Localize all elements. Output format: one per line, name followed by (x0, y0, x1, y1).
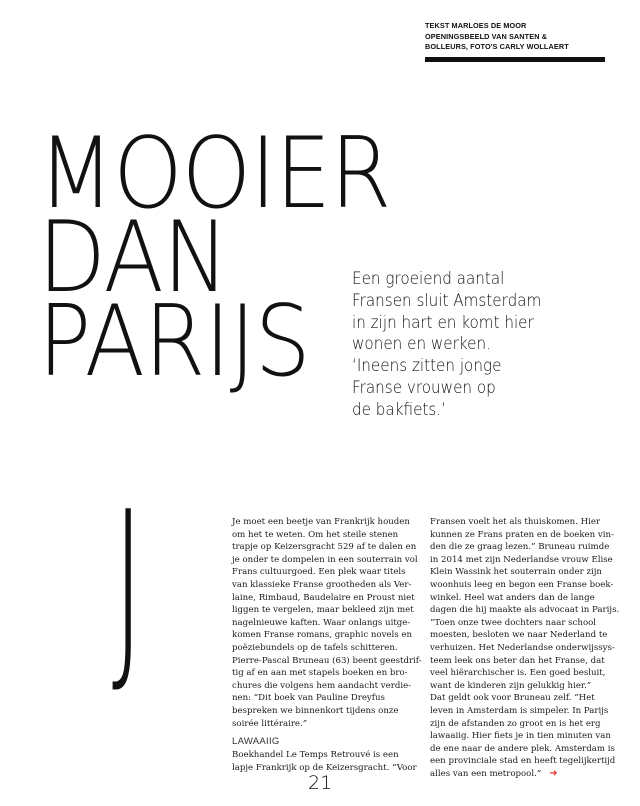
arrow-right-icon: ➜ (549, 767, 558, 779)
title-line: DAN (38, 201, 228, 315)
body-line-last (430, 768, 610, 781)
article-intro (352, 268, 564, 421)
title-line: PARIJS (38, 285, 310, 399)
body-line: nagelnieuwe kaften. Waar onlangs uitge- (232, 617, 411, 628)
credits-line: TEKST MARLOES DE MOOR (425, 21, 527, 30)
intro-line: Franse vrouwen op (352, 377, 496, 397)
intro-line: Fransen sluit Amsterdam (352, 290, 542, 310)
body-line: Dat geldt ook voor Bruneau zelf. “Het (430, 693, 595, 704)
body-line: Boekhandel Le Temps Retrouvé is een (232, 750, 399, 761)
drop-cap: J (112, 469, 145, 702)
body-line: “Toen onze twee dochters naar school (430, 617, 597, 628)
body-line: om het te weten. Om het steile stenen (232, 529, 399, 540)
body-line: nen: “Dit boek van Pauline Dreyfus (232, 693, 385, 704)
article-title (38, 117, 391, 399)
title-line: MOOIER (38, 117, 391, 231)
credits-rule (425, 57, 605, 62)
body-line: de ene naar de andere plek. Amsterdam is (430, 743, 615, 754)
credits-line: BOLLEURS, FOTO'S CARLY WOLLAERT (425, 42, 569, 52)
body-line: Frans cultuurgoed. Een plek waar titels (232, 567, 406, 578)
body-line: Je moet een beetje van Frankrijk houden (232, 517, 410, 527)
body-line: bespreken we binnenkort tijdens onze (232, 705, 399, 716)
body-line: trapje op Keizersgracht 529 af te dalen en (232, 542, 417, 553)
body-line: woonhuis leeg en begon een Franse boek- (430, 579, 614, 590)
section-subhead: LAWAAIIG (232, 736, 280, 748)
body-column-2 (430, 516, 620, 780)
body-line: Fransen voelt het als thuiskomen. Hier (430, 517, 601, 527)
body-line: komen Franse romans, graphic novels en (232, 630, 413, 641)
body-line: in 2014 met zijn Nederlandse vrouw Elise (430, 554, 613, 565)
credits-line: OPENINGSBEELD VAN SANTEN & (425, 31, 548, 41)
body-line: want de kinderen zijn gelukkig hier.” (430, 680, 592, 691)
body-line: verhuizen. Het Nederlandse onderwijssys- (430, 642, 615, 653)
article-credits (425, 21, 607, 53)
body-line: laine, Rimbaud, Baudelaire en Proust niet (232, 592, 415, 603)
body-line: poëziebundels op de tafels schitteren. (232, 642, 398, 653)
body-line: kunnen ze Frans praten en de boeken vin- (430, 529, 614, 540)
body-line: leven in Amsterdam is simpeler. In Parijs (430, 705, 609, 716)
body-line: zijn de afstanden zo groot en is het erg (430, 718, 601, 729)
body-line: liggen te vergelen, maar bekleed zijn met (232, 605, 414, 616)
body-line: van klassieke Franse grootheden als Ver- (232, 579, 412, 590)
body-line: dagen die hij maakte als advocaat in Parijs. (430, 605, 620, 616)
body-line: lawaaiig. Hier fiets je in tien minuten van (430, 731, 611, 742)
body-line: een provinciale stad en heeft tegelijkertijd (430, 756, 616, 767)
intro-line: de bakfiets.’ (352, 399, 446, 419)
body-line: Klein Wassink het souterrain onder zijn (430, 567, 602, 578)
intro-line: ‘Ineens zitten jonge (352, 356, 502, 376)
body-line-text: alles van een metropool.” (430, 768, 542, 779)
intro-line: in zijn hart en komt hier (352, 312, 534, 332)
body-line: soirée littéraire.” (232, 718, 308, 729)
body-line: winkel. Heel wat anders dan de lange (430, 592, 595, 603)
body-line: lapje Frankrijk op de Keizersgracht. “Voor (232, 762, 417, 773)
body-line: den die ze graag lezen.” Bruneau ruimde (430, 542, 610, 553)
body-line: chures die volgens hem aandacht verdie- (232, 680, 412, 691)
body-line: veel hiërarchischer is. Een goed besluit, (430, 668, 606, 679)
body-line: tig af en aan met stapels boeken en bro- (232, 668, 408, 679)
body-line: moesten, besloten we naar Nederland te (430, 630, 608, 641)
intro-line: wonen en werken. (352, 334, 491, 354)
body-line: Pierre-Pascal Bruneau (63) beent geestdrif- (232, 655, 422, 666)
body-column-1 (232, 516, 422, 774)
body-line: teem leek ons beter dan het Franse, dat (430, 655, 605, 666)
body-line: je onder te dompelen in een souterrain vol (232, 554, 418, 565)
intro-line: Een groeiend aantal (352, 269, 505, 288)
page-number: 21 (308, 772, 333, 794)
